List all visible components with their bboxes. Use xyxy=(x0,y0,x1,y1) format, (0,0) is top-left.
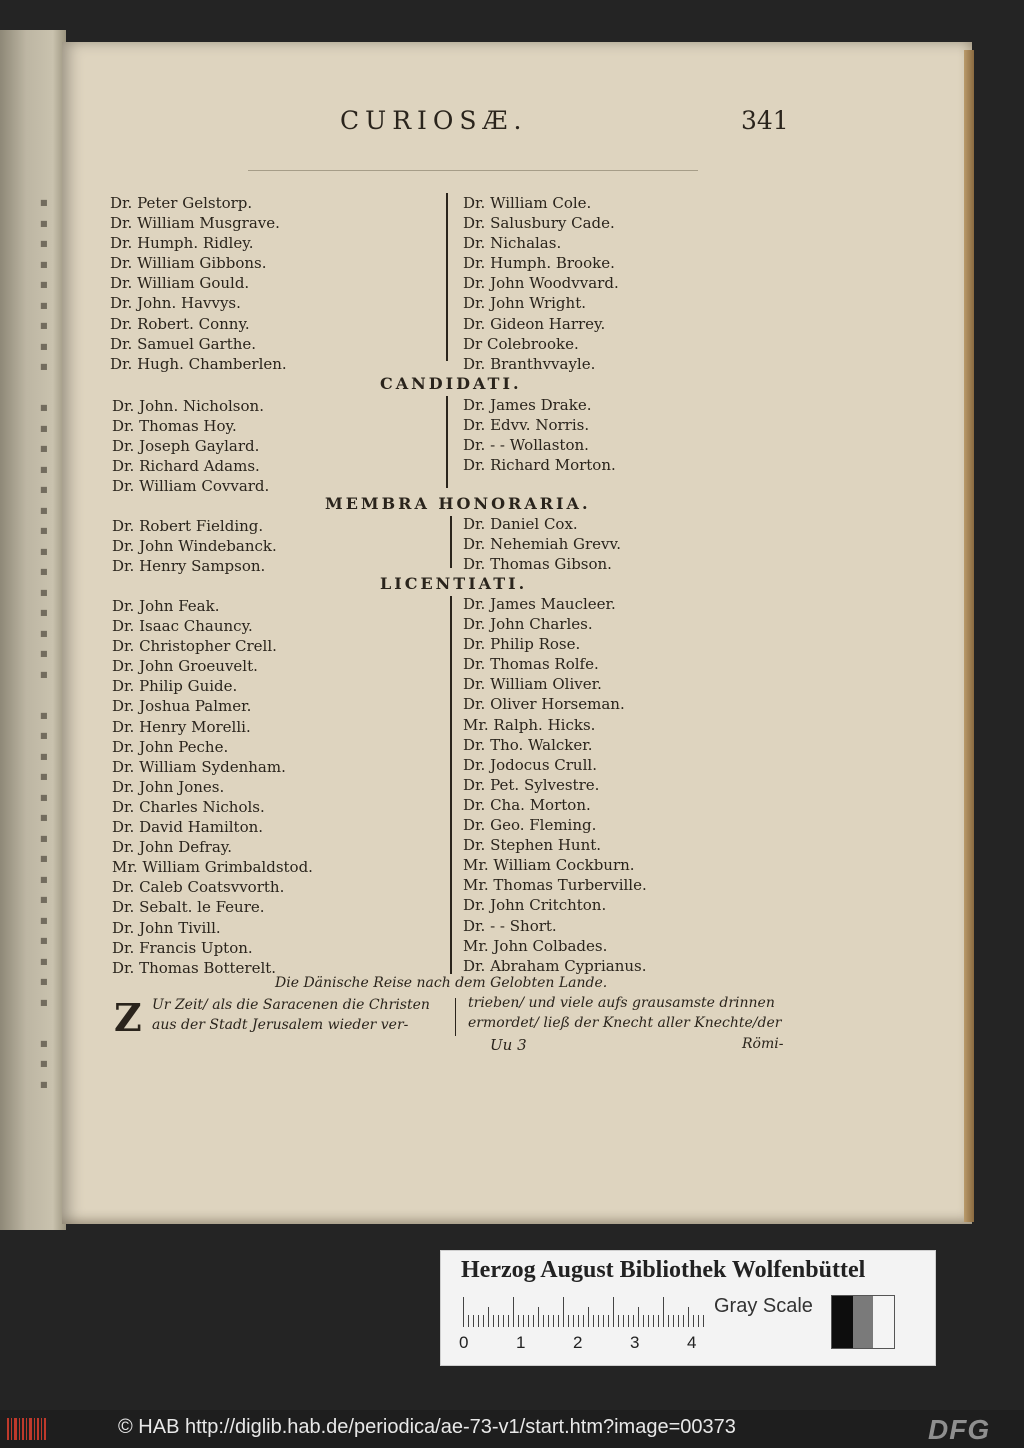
member-entry: Dr. Charles Nichols. xyxy=(112,797,265,816)
scale-tick xyxy=(643,1315,644,1327)
facing-line-end: ■ xyxy=(40,239,48,248)
scale-tick xyxy=(618,1315,619,1327)
member-list-right xyxy=(463,193,619,374)
facing-line-end: ■ xyxy=(40,915,48,925)
scale-tick xyxy=(633,1315,634,1327)
facing-line-end: ■ xyxy=(40,710,48,720)
running-title: CURIOSÆ. xyxy=(340,106,528,135)
member-entry: Mr. Thomas Turberville. xyxy=(463,876,647,895)
scale-tick xyxy=(688,1307,689,1327)
scale-tick xyxy=(583,1315,584,1327)
member-entry: Dr. William Gould. xyxy=(110,274,250,293)
facing-line-end: ■ xyxy=(40,813,48,822)
member-entry: Dr. John Woodvvard. xyxy=(463,274,619,293)
facing-line-end: ■ xyxy=(40,546,48,556)
column-divider xyxy=(446,193,448,361)
scale-tick xyxy=(588,1307,589,1327)
scale-tick xyxy=(668,1315,669,1327)
scale-tick xyxy=(693,1315,694,1327)
member-entry: Dr. William Gibbons. xyxy=(110,254,267,273)
member-entry: Dr. John Feak. xyxy=(112,597,220,615)
swatch-white xyxy=(873,1296,894,1348)
scale-tick xyxy=(578,1315,579,1327)
facing-line-end: ■ xyxy=(40,464,48,474)
member-entry: Dr. Tho. Walcker. xyxy=(463,735,593,754)
facing-line-end: ■ xyxy=(40,280,48,289)
member-entry: Dr. John Critchton. xyxy=(463,896,607,915)
facing-line-end: ■ xyxy=(40,649,48,658)
member-entry: Dr. Nichalas. xyxy=(463,234,562,253)
german-line-left-1: Ur Zeit/ als die Saracenen die Christen xyxy=(152,997,430,1013)
member-entry: Dr. Nehemiah Grevv. xyxy=(463,535,621,554)
scale-tick xyxy=(508,1315,509,1327)
scale-tick xyxy=(683,1315,684,1327)
scale-tick xyxy=(528,1315,529,1327)
facing-line-end: ■ xyxy=(40,792,48,802)
member-entry: Dr. John Tivill. xyxy=(112,918,221,937)
facing-line-end: ■ xyxy=(40,259,48,269)
scale-tick xyxy=(568,1315,569,1327)
scale-tick xyxy=(483,1315,484,1327)
footer-bar xyxy=(0,1410,1024,1448)
member-entry: Dr. Joseph Gaylard. xyxy=(112,437,260,456)
catchword: Römi- xyxy=(742,1036,784,1052)
facing-line-end: ■ xyxy=(40,628,48,638)
member-entry: Dr. Caleb Coatsvvorth. xyxy=(112,878,285,897)
gray-swatches xyxy=(831,1295,895,1349)
member-entry: Dr. Henry Sampson. xyxy=(112,557,266,576)
member-entry: Dr. Hugh. Chamberlen. xyxy=(110,354,287,373)
scale-label: 4 xyxy=(687,1333,697,1352)
member-entry: Dr. Pet. Sylvestre. xyxy=(463,775,600,794)
member-entry: Dr. Sebalt. le Feure. xyxy=(112,898,265,917)
member-entry: Dr. James Drake. xyxy=(463,396,592,414)
scale-tick xyxy=(553,1315,554,1327)
member-entry: Dr. Thomas Gibson. xyxy=(463,555,612,574)
scale-tick xyxy=(598,1315,599,1327)
member-entry: Mr. William Cockburn. xyxy=(463,856,635,875)
member-entry: Dr. John Wright. xyxy=(463,294,586,313)
member-entry: Dr. - - Short. xyxy=(463,916,557,935)
member-entry: Dr. John Defray. xyxy=(112,838,233,857)
scale-tick xyxy=(488,1307,489,1327)
scale-tick xyxy=(563,1297,564,1327)
member-entry: Dr. William Sydenham. xyxy=(112,757,286,776)
facing-line-end: ■ xyxy=(40,1079,48,1089)
licentiati-list-right xyxy=(463,594,647,976)
facing-line-end: ■ xyxy=(40,772,48,781)
candidati-list-right xyxy=(463,395,616,475)
scale-tick xyxy=(623,1315,624,1327)
facing-line-end: ■ xyxy=(40,669,48,679)
scale-tick xyxy=(613,1297,614,1327)
member-entry: Dr. John Charles. xyxy=(463,615,593,634)
scale-tick xyxy=(463,1297,464,1327)
scale-tick xyxy=(538,1307,539,1327)
member-entry: Dr. Christopher Crell. xyxy=(112,637,277,656)
facing-line-end: ■ xyxy=(40,505,48,515)
facing-line-end: ■ xyxy=(40,198,48,207)
member-entry: Dr. Humph. Ridley. xyxy=(110,234,254,253)
scale-tick xyxy=(468,1315,469,1327)
member-entry: Dr. William Cole. xyxy=(463,194,592,212)
copyright-url[interactable]: © HAB http://diglib.hab.de/periodica/ae-73-v1/start.htm?image=00373 xyxy=(118,1416,736,1438)
member-entry: Dr. Cha. Morton. xyxy=(463,795,591,814)
swatch-gray xyxy=(853,1296,874,1348)
member-entry: Dr. Jodocus Crull. xyxy=(463,755,597,774)
facing-page-edge xyxy=(0,30,66,1230)
facing-line-end: ■ xyxy=(40,341,48,351)
scale-tick xyxy=(523,1315,524,1327)
facing-line-end: ■ xyxy=(40,751,48,761)
member-entry: Mr. Ralph. Hicks. xyxy=(463,715,596,734)
member-entry: Dr. Thomas Hoy. xyxy=(112,417,237,436)
facing-line-end: ■ xyxy=(40,587,48,597)
german-line-right-2: ermordet/ ließ der Knecht aller Knechte/der xyxy=(468,1015,782,1031)
member-entry: Dr. William Covvard. xyxy=(112,477,270,496)
signature-mark: Uu 3 xyxy=(490,1036,527,1054)
barcode-icon xyxy=(6,1416,48,1442)
scale-tick xyxy=(603,1315,604,1327)
facing-line-end: ■ xyxy=(40,526,48,535)
member-entry: Dr. Robert. Conny. xyxy=(110,314,250,333)
facing-line-end: ■ xyxy=(40,895,48,904)
heading-licentiati: LICENTIATI. xyxy=(380,574,528,593)
scale-label: 1 xyxy=(516,1333,526,1352)
scale-tick xyxy=(543,1315,544,1327)
scale-tick xyxy=(678,1315,679,1327)
membra-list-right xyxy=(463,514,621,574)
facing-line-end: ■ xyxy=(40,1038,48,1048)
member-entry: Dr. John Groeuvelt. xyxy=(112,657,258,676)
head-rule xyxy=(248,170,698,171)
scale-tick xyxy=(558,1315,559,1327)
member-entry: Mr. William Grimbaldstod. xyxy=(112,858,313,877)
facing-line-end: ■ xyxy=(40,731,48,740)
swatch-black xyxy=(832,1296,853,1348)
member-list-left xyxy=(110,193,287,374)
member-entry: Dr. Philip Rose. xyxy=(463,635,581,654)
member-entry: Dr. Daniel Cox. xyxy=(463,515,578,533)
column-divider xyxy=(455,998,456,1036)
facing-line-end: ■ xyxy=(40,874,48,884)
facing-line-end: ■ xyxy=(40,936,48,945)
member-entry: Dr. Edvv. Norris. xyxy=(463,416,590,435)
column-divider xyxy=(450,596,452,974)
member-entry: Mr. John Colbades. xyxy=(463,936,608,955)
library-color-card xyxy=(440,1250,936,1366)
facing-line-end: ■ xyxy=(40,423,48,433)
member-entry: Dr. Oliver Horseman. xyxy=(463,695,625,714)
scale-tick xyxy=(518,1315,519,1327)
member-entry: Dr. Richard Morton. xyxy=(463,456,616,475)
facing-line-end: ■ xyxy=(40,956,48,966)
member-entry: Dr. Robert Fielding. xyxy=(112,517,264,535)
membra-list-left xyxy=(112,516,277,576)
member-entry: Dr. Thomas Rolfe. xyxy=(463,655,599,674)
dfg-logo: DFG xyxy=(928,1414,991,1445)
member-entry: Dr. Isaac Chauncy. xyxy=(112,617,253,636)
measure-scale xyxy=(463,1297,711,1327)
drop-initial: Z xyxy=(114,995,142,1040)
facing-line-end: ■ xyxy=(40,833,48,843)
facing-line-end: ■ xyxy=(40,218,48,228)
facing-line-end: ■ xyxy=(40,444,48,453)
candidati-list-left xyxy=(112,396,269,496)
scale-tick xyxy=(663,1297,664,1327)
member-entry: Dr. John Peche. xyxy=(112,737,229,756)
member-entry: Dr. Stephen Hunt. xyxy=(463,836,602,855)
member-entry: Dr. Thomas Botterelt. xyxy=(112,958,277,977)
german-line-right-1: trieben/ und viele aufs grausamste drinnen xyxy=(468,995,775,1011)
member-entry: Dr. Gideon Harrey. xyxy=(463,314,606,333)
scale-tick xyxy=(628,1315,629,1327)
facing-line-end: ■ xyxy=(40,1059,48,1068)
heading-membra-honoraria: MEMBRA HONORARIA. xyxy=(325,494,591,513)
scale-tick xyxy=(533,1315,534,1327)
facing-line-end: ■ xyxy=(40,997,48,1007)
member-entry: Dr. John Jones. xyxy=(112,777,225,796)
scale-tick xyxy=(658,1315,659,1327)
scale-tick xyxy=(573,1315,574,1327)
member-entry: Dr. Samuel Garthe. xyxy=(110,334,257,353)
scale-tick xyxy=(503,1315,504,1327)
member-entry: Dr. Branthvvayle. xyxy=(463,354,596,373)
scale-tick xyxy=(608,1315,609,1327)
scale-tick xyxy=(648,1315,649,1327)
member-entry: Dr. Humph. Brooke. xyxy=(463,254,615,273)
member-entry: Dr. William Musgrave. xyxy=(110,214,280,233)
member-entry: Dr Colebrooke. xyxy=(463,334,579,353)
member-entry: Dr. Philip Guide. xyxy=(112,677,238,696)
facing-line-end: ■ xyxy=(40,362,48,371)
running-head xyxy=(300,106,800,146)
member-entry: Dr. Salusbury Cade. xyxy=(463,214,615,233)
member-entry: Dr. Richard Adams. xyxy=(112,457,260,476)
member-entry: Dr. Geo. Fleming. xyxy=(463,816,597,835)
scale-label: 3 xyxy=(630,1333,640,1352)
member-entry: Dr. Joshua Palmer. xyxy=(112,697,252,716)
scale-label: 0 xyxy=(459,1333,469,1352)
member-entry: Dr. - - Wollaston. xyxy=(463,436,589,455)
member-entry: Dr. John. Havvys. xyxy=(110,294,241,313)
page-number: 341 xyxy=(741,106,789,135)
library-name: Herzog August Bibliothek Wolfenbüttel xyxy=(461,1257,866,1283)
member-entry: Dr. John Windebanck. xyxy=(112,537,277,556)
scale-tick xyxy=(513,1297,514,1327)
member-entry: Dr. David Hamilton. xyxy=(112,818,264,837)
column-divider xyxy=(446,396,448,488)
german-line-left-2: aus der Stadt Jerusalem wieder ver- xyxy=(152,1017,409,1033)
scale-tick xyxy=(473,1315,474,1327)
member-entry: Dr. James Maucleer. xyxy=(463,595,616,613)
facing-line-end: ■ xyxy=(40,854,48,863)
member-entry: Dr. Henry Morelli. xyxy=(112,717,251,736)
member-entry: Dr. John. Nicholson. xyxy=(112,397,264,415)
scale-tick xyxy=(673,1315,674,1327)
scale-tick xyxy=(653,1315,654,1327)
facing-line-end: ■ xyxy=(40,567,48,576)
column-divider xyxy=(450,516,452,568)
german-section-heading: Die Dänische Reise nach dem Gelobten Lande. xyxy=(275,975,608,991)
scale-tick xyxy=(498,1315,499,1327)
heading-candidati: CANDIDATI. xyxy=(380,374,522,393)
member-entry: Dr. Abraham Cyprianus. xyxy=(463,956,647,975)
licentiati-list-left xyxy=(112,596,313,978)
page-fore-edge xyxy=(964,50,974,1222)
scale-tick xyxy=(698,1315,699,1327)
facing-line-end: ■ xyxy=(40,403,48,412)
scale-tick xyxy=(703,1315,704,1327)
member-entry: Dr. Peter Gelstorp. xyxy=(110,194,253,212)
scale-tick xyxy=(593,1315,594,1327)
facing-line-end: ■ xyxy=(40,485,48,494)
scale-tick xyxy=(548,1315,549,1327)
facing-line-end: ■ xyxy=(40,977,48,986)
scale-tick xyxy=(638,1307,639,1327)
facing-line-end: ■ xyxy=(40,300,48,310)
member-entry: Dr. Francis Upton. xyxy=(112,938,253,957)
facing-line-end: ■ xyxy=(40,608,48,617)
facing-line-end: ■ xyxy=(40,321,48,330)
member-entry: Dr. William Oliver. xyxy=(463,675,602,694)
gray-scale-label: Gray Scale xyxy=(714,1295,813,1317)
scale-tick xyxy=(493,1315,494,1327)
scale-label: 2 xyxy=(573,1333,583,1352)
scale-tick xyxy=(478,1315,479,1327)
